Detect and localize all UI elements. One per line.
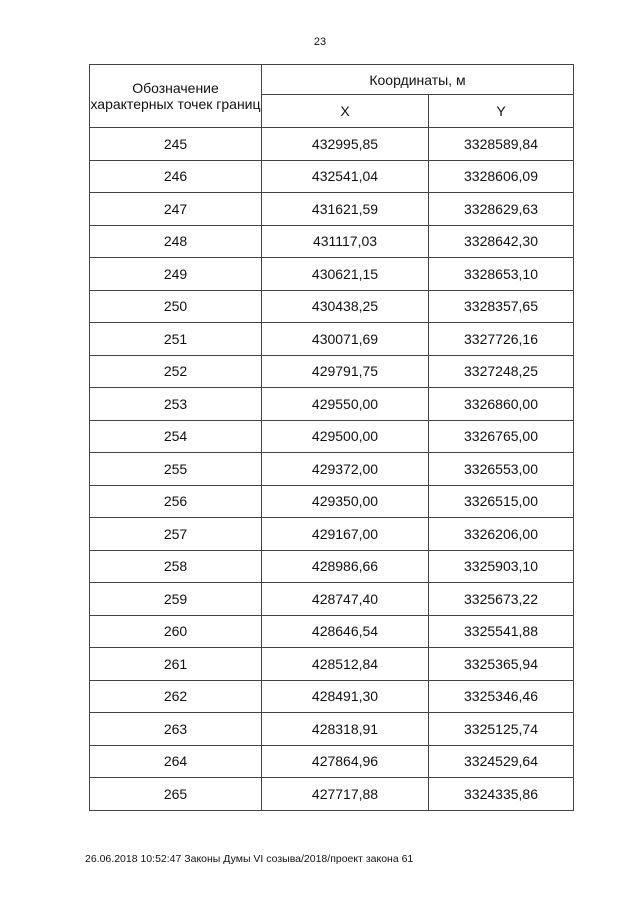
- cell-x: 431117,03: [262, 225, 429, 258]
- cell-x: 428318,91: [262, 713, 429, 746]
- page-number: 23: [313, 36, 327, 48]
- cell-point: 260: [90, 615, 262, 648]
- cell-point: 257: [90, 518, 262, 551]
- cell-point: 262: [90, 680, 262, 713]
- cell-y: 3325903,10: [429, 550, 574, 583]
- cell-point: 253: [90, 388, 262, 421]
- cell-y: 3328357,65: [429, 290, 574, 323]
- cell-y: 3328642,30: [429, 225, 574, 258]
- footer-stamp: 26.06.2018 10:52:47 Законы Думы VI созыва/2018/проект закона 61: [85, 853, 414, 865]
- cell-point: 249: [90, 258, 262, 291]
- cell-y: 3328653,10: [429, 258, 574, 291]
- cell-point: 248: [90, 225, 262, 258]
- table-row: [90, 193, 574, 226]
- table-row: [90, 355, 574, 388]
- cell-y: 3325346,46: [429, 680, 574, 713]
- header-coordinates: Координаты, м: [262, 65, 574, 95]
- cell-x: 427717,88: [262, 778, 429, 811]
- cell-y: 3325541,88: [429, 615, 574, 648]
- table-row: [90, 258, 574, 291]
- cell-y: 3325673,22: [429, 583, 574, 616]
- cell-x: 429500,00: [262, 420, 429, 453]
- table-row: [90, 160, 574, 193]
- table-row: [90, 485, 574, 518]
- table-row: [90, 745, 574, 778]
- cell-y: 3325365,94: [429, 648, 574, 681]
- header-x: X: [262, 95, 429, 128]
- cell-y: 3326860,00: [429, 388, 574, 421]
- cell-x: 429372,00: [262, 453, 429, 486]
- cell-y: 3325125,74: [429, 713, 574, 746]
- table-row: [90, 225, 574, 258]
- cell-y: 3324335,86: [429, 778, 574, 811]
- cell-y: 3326515,00: [429, 485, 574, 518]
- cell-point: 246: [90, 160, 262, 193]
- cell-point: 245: [90, 128, 262, 161]
- cell-y: 3326206,00: [429, 518, 574, 551]
- cell-point: 261: [90, 648, 262, 681]
- table-row: [90, 388, 574, 421]
- table-row: [90, 778, 574, 811]
- table-row: [90, 453, 574, 486]
- cell-x: 428747,40: [262, 583, 429, 616]
- header-y: Y: [429, 95, 574, 128]
- cell-y: 3327248,25: [429, 355, 574, 388]
- cell-x: 429791,75: [262, 355, 429, 388]
- cell-x: 432541,04: [262, 160, 429, 193]
- cell-x: 429167,00: [262, 518, 429, 551]
- table-row: [90, 615, 574, 648]
- cell-point: 251: [90, 323, 262, 356]
- cell-x: 429550,00: [262, 388, 429, 421]
- cell-point: 250: [90, 290, 262, 323]
- cell-point: 254: [90, 420, 262, 453]
- cell-point: 263: [90, 713, 262, 746]
- header-point-designation: Обозначение характерных точек границ: [90, 65, 262, 128]
- cell-y: 3328606,09: [429, 160, 574, 193]
- coordinates-table: [89, 64, 574, 811]
- cell-y: 3326765,00: [429, 420, 574, 453]
- cell-y: 3326553,00: [429, 453, 574, 486]
- table-row: [90, 518, 574, 551]
- table-row: [90, 128, 574, 161]
- cell-point: 247: [90, 193, 262, 226]
- table-row: [90, 323, 574, 356]
- table-row: [90, 550, 574, 583]
- cell-x: 428646,54: [262, 615, 429, 648]
- table-row: [90, 680, 574, 713]
- cell-point: 258: [90, 550, 262, 583]
- cell-point: 252: [90, 355, 262, 388]
- cell-y: 3328589,84: [429, 128, 574, 161]
- table-row: [90, 420, 574, 453]
- table-row: [90, 583, 574, 616]
- cell-x: 428986,66: [262, 550, 429, 583]
- cell-x: 427864,96: [262, 745, 429, 778]
- cell-point: 264: [90, 745, 262, 778]
- cell-point: 259: [90, 583, 262, 616]
- table-row: [90, 290, 574, 323]
- cell-x: 430621,15: [262, 258, 429, 291]
- cell-x: 430438,25: [262, 290, 429, 323]
- cell-x: 428491,30: [262, 680, 429, 713]
- cell-y: 3327726,16: [429, 323, 574, 356]
- cell-point: 256: [90, 485, 262, 518]
- cell-x: 429350,00: [262, 485, 429, 518]
- cell-y: 3328629,63: [429, 193, 574, 226]
- cell-point: 265: [90, 778, 262, 811]
- table-row: [90, 713, 574, 746]
- cell-x: 430071,69: [262, 323, 429, 356]
- cell-point: 255: [90, 453, 262, 486]
- cell-x: 428512,84: [262, 648, 429, 681]
- cell-y: 3324529,64: [429, 745, 574, 778]
- cell-x: 431621,59: [262, 193, 429, 226]
- cell-x: 432995,85: [262, 128, 429, 161]
- table-row: [90, 648, 574, 681]
